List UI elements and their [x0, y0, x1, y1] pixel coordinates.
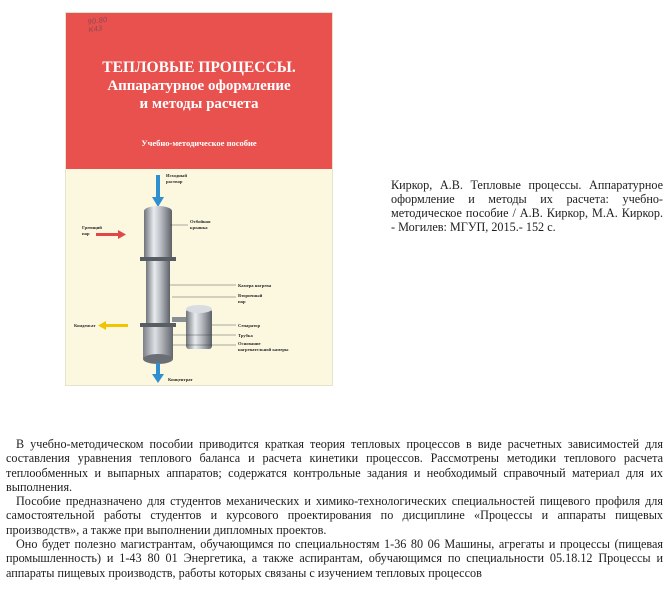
- steam-arrow-shaft: [96, 233, 118, 236]
- label-heating-steam-2: пар: [82, 231, 90, 236]
- cover-title-line-2: Аппаратурное оформление: [107, 78, 291, 94]
- steam-arrow-head: [118, 230, 126, 239]
- evaporator-diagram: [66, 169, 332, 385]
- inlet-arrow-shaft: [156, 175, 160, 197]
- outlet-arrow-head: [152, 374, 164, 383]
- label-initial-solution-2: раствор: [166, 179, 183, 184]
- separator-top: [186, 305, 212, 313]
- cover-title: [66, 59, 332, 113]
- label-chamber-base-1: Основание: [238, 341, 261, 346]
- stamp-line-1: 90.80: [86, 15, 108, 27]
- abstract-paragraph-1: В учебно-методическом пособии приводится краткая теория тепловых процессов в виде расчетных зависимостей для составления уравнения теплового баланса и расчета кинетики процессов. Рассмотрены методики теплового расчета теплообменных и выпарных аппаратов; содержатся контрольные задания и необходимый справочный материал для их выполнения.: [6, 437, 663, 494]
- column-bottom: [143, 354, 173, 364]
- label-initial-solution-1: Исходный: [166, 173, 188, 178]
- label-separator: Сепаратор: [238, 323, 261, 328]
- column-heating-chamber: [146, 261, 170, 323]
- label-chamber-base-2: нагревательной камеры: [238, 347, 289, 352]
- abstract-text: [6, 437, 663, 580]
- label-condensate: Конденсат: [74, 323, 96, 328]
- separator-body: [186, 309, 212, 349]
- column-flange-1: [140, 257, 176, 261]
- inlet-arrow-head: [152, 197, 164, 207]
- condensate-arrow-shaft: [106, 324, 128, 327]
- label-secondary-steam-1: Вторичный: [238, 293, 263, 298]
- label-secondary-steam-2: пар: [238, 299, 246, 304]
- column-upper: [144, 211, 172, 257]
- book-cover: [65, 12, 333, 386]
- cover-title-line-1: ТЕПЛОВЫЕ ПРОЦЕССЫ.: [102, 59, 296, 76]
- library-stamp: [87, 16, 109, 35]
- bibliographic-citation: Киркор, А.В. Тепловые процессы. Аппаратурное оформление и методы их расчета: учебно-методическое пособие / А.В. Киркор, М.А. Киркор. - Могилев: МГУП, 2015.- 152 с.: [391, 178, 663, 234]
- label-heating-chamber: Камера нагрева: [238, 283, 272, 288]
- outlet-arrow-shaft: [156, 363, 160, 375]
- abstract-paragraph-2: Пособие предназначено для студентов механических и химико-технологических специальностей пищевого профиля для самостоятельной работы студентов и курсового проектирования по дисциплине «Процессы и аппараты пищевых производств», а также при выполнении дипломных проектов.: [6, 494, 663, 537]
- label-concentrate: Концентрат: [168, 377, 193, 382]
- abstract-paragraph-3: Оно будет полезно магистрантам, обучающимся по специальностям 1-36 80 06 Машины, агрегаты и процессы (пищевая промышленность) и 1-43 80 01 Энергетика, а также аспирантам, обучающимся по специальности 05.18.12 Процессы и аппараты пищевых производств, работы которых связаны с изучением тепловых процессов: [6, 537, 663, 580]
- label-deflector-2: крышка: [190, 225, 208, 230]
- label-heating-steam-1: Греющий: [82, 225, 102, 230]
- cover-subtitle: Учебно-методическое пособие: [141, 138, 257, 148]
- cover-title-line-3: и методы расчета: [139, 96, 259, 112]
- label-tube: Трубка: [238, 333, 253, 338]
- column-flange-2: [140, 323, 176, 327]
- condensate-arrow-head: [98, 321, 106, 330]
- stamp-line-2: К43: [88, 24, 103, 35]
- label-deflector-1: Отбойная: [190, 219, 211, 224]
- separator-pipe: [172, 317, 186, 322]
